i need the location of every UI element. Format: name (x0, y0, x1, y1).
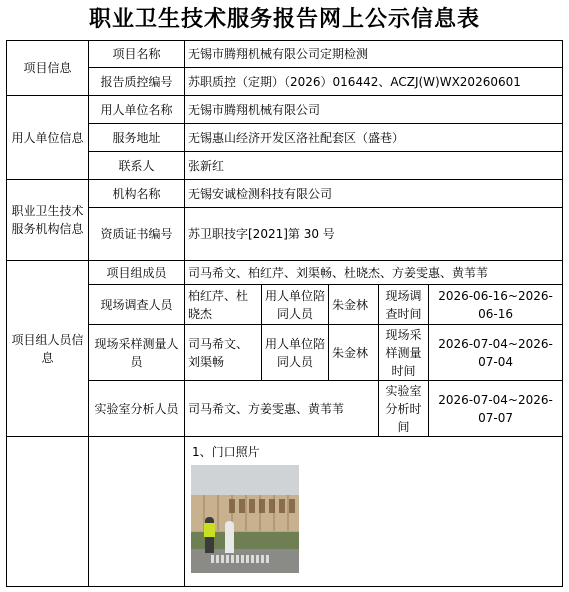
sampling-label: 现场采样测量人员 (89, 325, 185, 381)
sampling-time: 2026-07-04~2026-07-04 (429, 325, 563, 381)
survey-escort: 朱金林 (329, 285, 379, 325)
contact-label: 联系人 (89, 152, 185, 180)
section-employer: 用人单位信息 (7, 96, 89, 180)
lab-people: 司马希文、方姜雯惠、黄苇苇 (185, 381, 379, 437)
photo-caption: 1、门口照片 (192, 445, 260, 459)
agency-name-label: 机构名称 (89, 180, 185, 208)
sampling-time-label: 现场采样测量时间 (379, 325, 429, 381)
members-value: 司马希文、柏红芹、刘渠畅、杜晓杰、方姜雯惠、黄苇苇 (185, 261, 563, 285)
project-name-value: 无锡市腾翔机械有限公司定期检测 (185, 41, 563, 68)
survey-escort-label: 用人单位陪同人员 (262, 285, 329, 325)
cert-number-label: 资质证书编号 (89, 208, 185, 261)
service-address-label: 服务地址 (89, 124, 185, 152)
survey-label: 现场调查人员 (89, 285, 185, 325)
agency-name-value: 无锡安诚检测科技有限公司 (185, 180, 563, 208)
page-title: 职业卫生技术服务报告网上公示信息表 (88, 7, 480, 32)
photo-cell (185, 437, 563, 587)
sampling-people: 司马希文、刘渠畅 (185, 325, 262, 381)
service-address-value: 无锡惠山经济开发区洛社配套区（盛巷） (185, 124, 563, 152)
lab-time-label: 实验室分析时间 (379, 381, 429, 437)
contact-value: 张新红 (185, 152, 563, 180)
section-staff: 项目组人员信息 (7, 261, 89, 437)
report-number-label: 报告质控编号 (89, 68, 185, 96)
photo-safety-vest (204, 523, 215, 537)
photo-left-blank (7, 437, 89, 587)
lab-time: 2026-07-04~2026-07-07 (429, 381, 563, 437)
section-agency: 职业卫生技术服务机构信息 (7, 180, 89, 261)
info-table (6, 40, 563, 587)
project-name-label: 项目名称 (89, 41, 185, 68)
cert-number-value: 苏卫职技字[2021]第 30 号 (185, 208, 563, 261)
members-label: 项目组成员 (89, 261, 185, 285)
entrance-photo (191, 465, 299, 573)
photo-label-blank (89, 437, 185, 587)
survey-time: 2026-06-16~2026-06-16 (429, 285, 563, 325)
sampling-escort: 朱金林 (329, 325, 379, 381)
photo-timestamp-watermark (211, 555, 271, 563)
employer-name-label: 用人单位名称 (89, 96, 185, 124)
sampling-escort-label: 用人单位陪同人员 (262, 325, 329, 381)
photo-wall-lettering (229, 499, 299, 513)
survey-people: 柏红芹、杜晓杰 (185, 285, 262, 325)
report-number-value: 苏职质控（定期）（2026）016442、ACZJ(W)WX20260601 (185, 68, 563, 96)
survey-time-label: 现场调查时间 (379, 285, 429, 325)
lab-label: 实验室分析人员 (89, 381, 185, 437)
photo-person-right (225, 521, 234, 553)
section-project-info: 项目信息 (7, 41, 89, 96)
employer-name-value: 无锡市腾翔机械有限公司 (185, 96, 563, 124)
